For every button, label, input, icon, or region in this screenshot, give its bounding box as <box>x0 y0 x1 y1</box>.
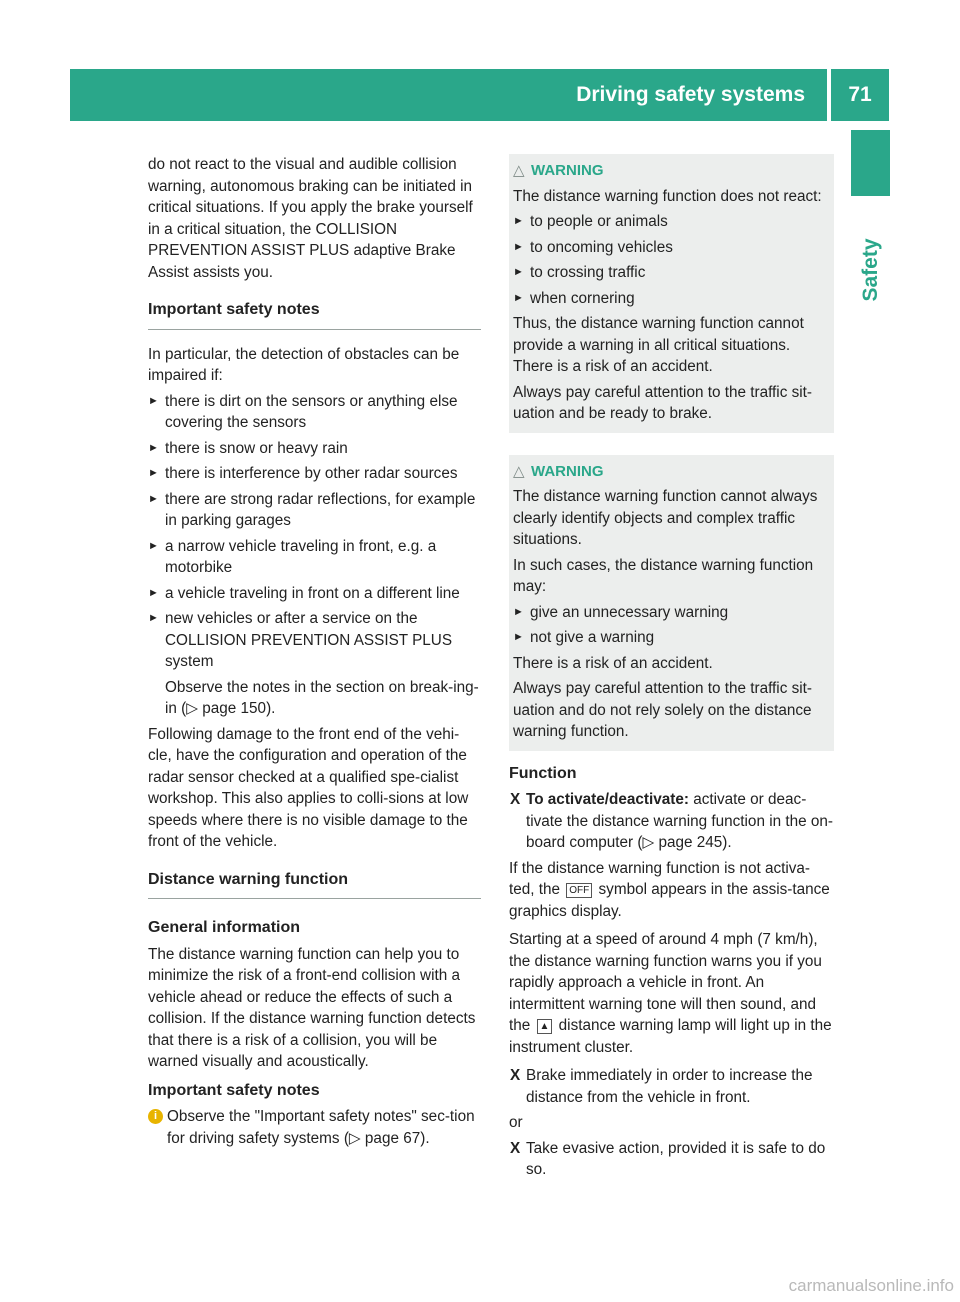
list-item: ► new vehicles or after a service on the COLLISION PREVENTION ASSIST PLUS system <box>148 610 453 670</box>
step-marker-icon: X <box>510 1067 521 1084</box>
list-item: ► there is interference by other radar sources <box>148 465 458 482</box>
warning-triangle-icon: △ <box>513 162 525 179</box>
list-item: ► when cornering <box>513 289 635 307</box>
subheading-function: Function <box>509 764 577 782</box>
page-number: 71 <box>848 83 872 106</box>
page-header-bar <box>70 69 889 121</box>
chapter-title: Driving safety systems <box>576 83 805 106</box>
list-item: ► there is snow or heavy rain <box>148 439 348 457</box>
step-evasive: X Take evasive action, provided it is safe to do so. <box>510 1139 826 1178</box>
damage-paragraph: Following damage to the front end of the vehi-cle, have the configuration and operation of the radar sensor checked at a qualified spe-cialist workshop. This also applies to colli-sions at low speeds where there is no visible damage to the front of the vehicle. <box>148 725 469 850</box>
step-marker-icon: X <box>510 791 521 808</box>
warning-triangle-icon: △ <box>513 462 525 480</box>
general-information-text: The distance warning function can help you to minimize the risk of a front-end collision with a vehicle ahead or reduce the effects of such a collision. If the distance warning function detects that there is a risk of a collision, you will be warned visually and acoustically. <box>148 945 476 1070</box>
section-tab-label: Safety <box>859 238 882 302</box>
list-item: ► there are strong radar reflections, for example in parking garages <box>148 490 476 529</box>
site-watermark: carmanualsonline.info <box>788 1276 954 1295</box>
warning-box-2: △ WARNING The distance warning function cannot always clearly identify objects and complex traffic situations. In such cases, the distance warning function may: ► give an unnecessary warning ► not give a warning There is a risk of an accident. Always pay careful attention to the traffic sit-uation and do not rely solely on the distance warning function. <box>509 455 834 751</box>
info-icon: i <box>148 1109 163 1124</box>
right-column <box>509 154 834 1185</box>
step-activate: X To activate/deactivate: activate or deac-tivate the distance warning function in the on-board computer (▷ page 245). <box>510 791 833 851</box>
step-brake: X Brake immediately in order to increase the distance from the vehicle in front. <box>510 1067 813 1106</box>
left-column <box>148 154 481 1149</box>
speed-paragraph: Starting at a speed of around 4 mph (7 km/h), the distance warning function warns you if you rapidly approach a vehicle in front. An intermittent warning tone will then sound, and the ▲ distance warning lamp will light up in the instrument cluster. <box>509 931 832 1056</box>
info-note: i Observe the "Important safety notes" sec-tion for driving safety systems (▷ page 67). <box>148 1106 481 1149</box>
section-heading-safety-notes: Important safety notes <box>148 299 481 330</box>
distance-warning-lamp-icon: ▲ <box>537 1019 553 1034</box>
list-item: ► to people or animals <box>513 213 668 230</box>
list-item: ► there is dirt on the sensors or anything else covering the sensors <box>148 392 458 431</box>
impairment-lead: In particular, the detection of obstacles can be impaired if: <box>148 345 460 384</box>
intro-paragraph: do not react to the visual and audible collision warning, autonomous braking can be initiated in critical situations. If you apply the brake yourself in a critical situation, the COLLISION PREVENTION ASSIST PLUS adaptive Brake Assist assists you. <box>148 156 473 281</box>
inactive-paragraph: If the distance warning function is not activa-ted, the OFF symbol appears in the assis-tance graphics display. <box>509 859 830 920</box>
section-heading-distance-warning: Distance warning function <box>148 869 481 900</box>
list-item: ► a vehicle traveling in front on a different line <box>148 584 460 602</box>
or-text: or <box>509 1114 523 1131</box>
section-tab-marker <box>851 130 890 196</box>
subheading-important-safety-notes: Important safety notes <box>148 1081 320 1099</box>
distance-warning-off-icon: OFF <box>566 883 592 898</box>
step-marker-icon: X <box>510 1139 521 1157</box>
list-item: ► to oncoming vehicles <box>513 238 673 256</box>
subheading-general-information: General information <box>148 919 301 936</box>
warning-box-1: △ WARNING The distance warning function does not react: ► to people or animals ► to oncoming vehicles ► to crossing traffic ► when cornering Thus, the distance warning function cannot provide a warning in all critical situations. There is a risk of an accident. Always pay careful attention to the traffic sit-uation and be ready to brake. <box>509 154 834 433</box>
breakin-note: Observe the notes in the section on break-ing-in (▷ page 150). <box>165 678 479 717</box>
list-item: ► a narrow vehicle traveling in front, e.g. a motorbike <box>148 537 437 576</box>
list-item: ► to crossing traffic <box>513 264 646 281</box>
list-item: ► give an unnecessary warning <box>513 603 729 621</box>
list-item: ► not give a warning <box>513 629 655 646</box>
